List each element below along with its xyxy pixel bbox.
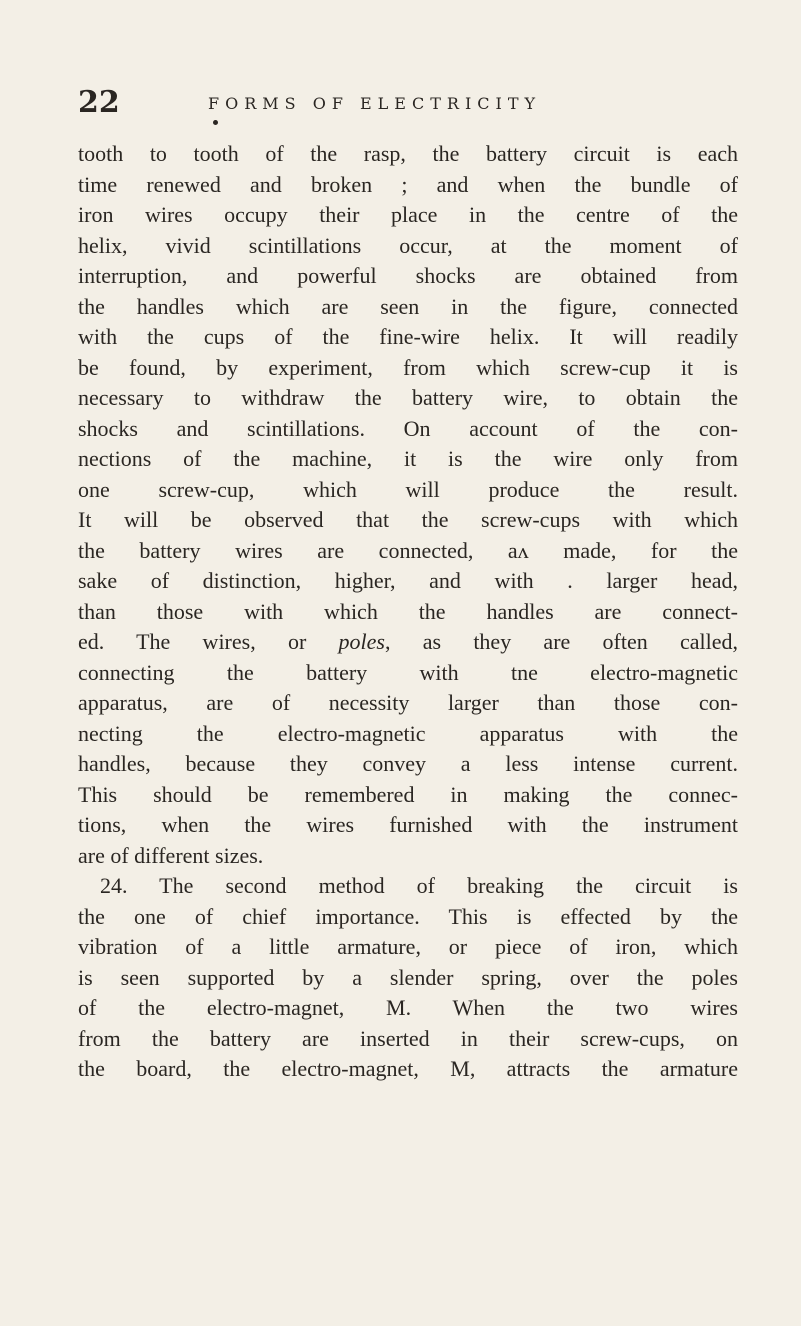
text-line: sake of distinction, higher, and with . larger head, [78, 568, 738, 593]
text-line: nections of the machine, it is the wire only from [78, 446, 738, 471]
text-line: handles, because they convey a less intense current. [78, 751, 738, 776]
text-line: the one of chief importance. This is effected by the [78, 903, 738, 929]
text-line: time renewed and broken ; and when the bundle of [78, 171, 738, 197]
text-segment: , as they are often called, [385, 629, 739, 654]
body-text [78, 139, 738, 1085]
text-line: This should be remembered in making the connec- [78, 781, 738, 807]
text-line: connecting the battery with tne electro-magnetic [78, 659, 738, 685]
text-line: tooth to tooth of the rasp, the battery circuit is each [78, 141, 738, 166]
text-line: tions, when the wires furnished with the instrument [78, 812, 738, 837]
text-line: necessary to withdraw the battery wire, to obtain the [78, 385, 738, 410]
text-line: interruption, and powerful shocks are obtained from [78, 263, 738, 288]
text-line: helix, vivid scintillations occur, at the moment of [78, 232, 738, 258]
text-line: 24. The second method of breaking the circuit is [100, 873, 738, 898]
page-number: 22 [78, 85, 120, 120]
text-line: the battery wires are connected, aʌ made, for the [78, 537, 738, 563]
text-line: than those with which the handles are connect- [78, 598, 738, 624]
text-line: It will be observed that the screw-cups with which [78, 507, 738, 532]
text-line: iron wires occupy their place in the centre of the [78, 202, 738, 227]
text-line: is seen supported by a slender spring, over the poles [78, 964, 738, 990]
text-line: vibration of a little armature, or piece of iron, which [78, 934, 738, 959]
text-line: of the electro-magnet, M. When the two wires [78, 995, 738, 1020]
text-line: the board, the electro-magnet, M, attracts the armature [78, 1056, 738, 1081]
text-line: be found, by experiment, from which screw-cup it is [78, 354, 738, 380]
text-line-mixed [78, 627, 738, 658]
text-line: with the cups of the fine-wire helix. It will readily [78, 324, 738, 349]
italic-term-poles: poles [338, 629, 385, 654]
text-line: are of different sizes. [78, 842, 264, 868]
text-segment: ed. The wires, or [78, 629, 307, 654]
text-line: necting the electro-magnetic apparatus with the [78, 720, 738, 746]
page-header [78, 86, 738, 120]
text-line: the handles which are seen in the figure, connected [78, 293, 738, 319]
text-line: apparatus, are of necessity larger than those con- [78, 690, 738, 715]
text-line: from the battery are inserted in their screw-cups, on [78, 1025, 738, 1051]
paragraph-2 [78, 871, 738, 1085]
ink-dot [213, 120, 218, 125]
text-line: shocks and scintillations. On account of the con- [78, 415, 738, 441]
text-line: one screw-cup, which will produce the result. [78, 476, 738, 502]
paragraph-1 [78, 139, 738, 871]
running-head: FORMS OF ELECTRICITY [208, 94, 542, 113]
